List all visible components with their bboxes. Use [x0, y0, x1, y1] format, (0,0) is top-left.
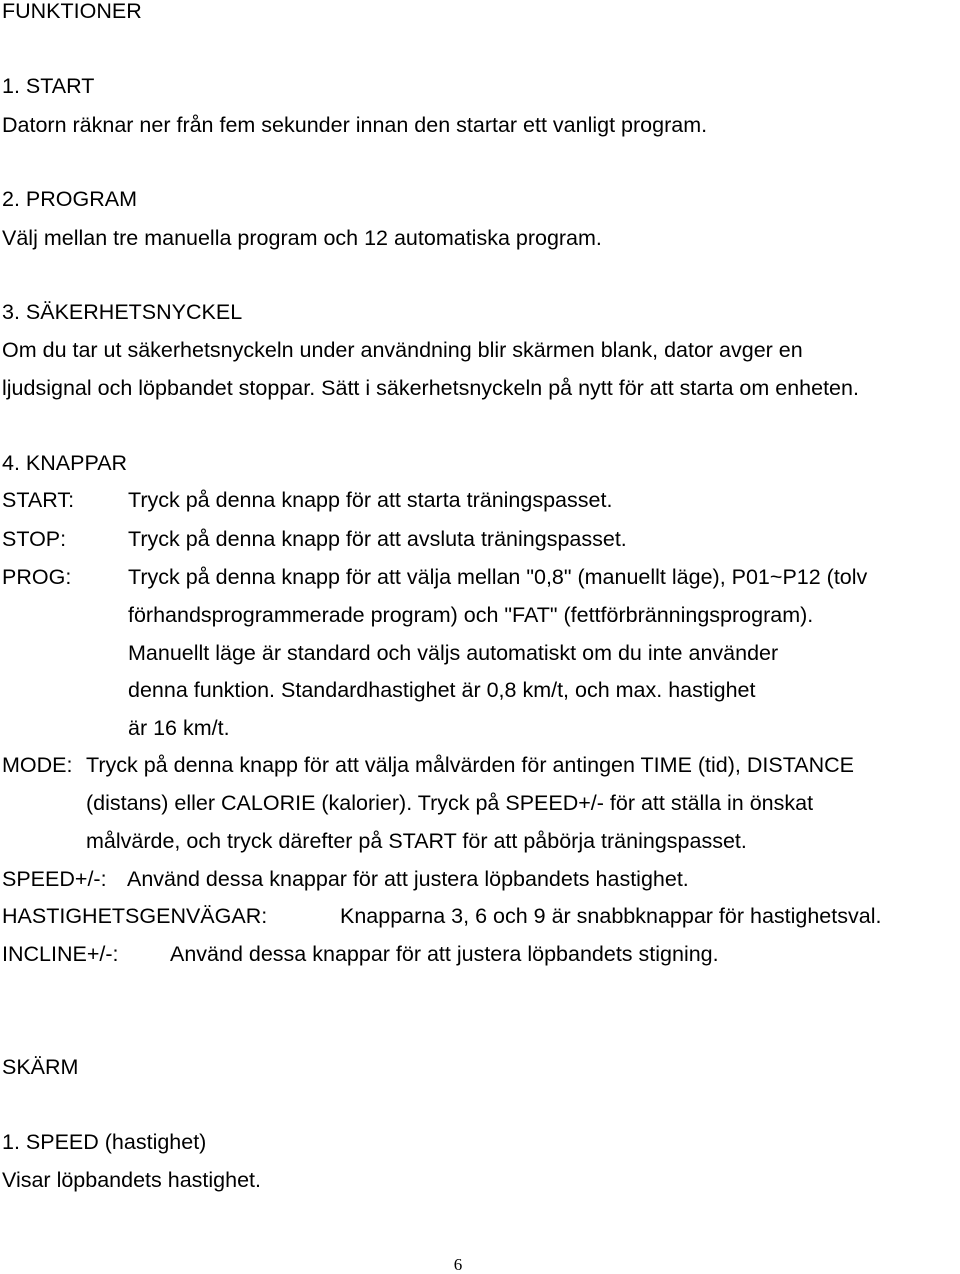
section-program-text: Välj mellan tre manuella program och 12 automatiska program.: [2, 226, 602, 250]
mode-button-description-line-2: (distans) eller CALORIE (kalorier). Tryck på SPEED+/- för att ställa in önskat: [86, 791, 814, 815]
prog-button-label: PROG:: [2, 565, 72, 589]
display-speed-title: 1. SPEED (hastighet): [2, 1130, 207, 1154]
speed-buttons-label: SPEED+/-:: [2, 867, 107, 891]
mode-button-description-line-1: Tryck på denna knapp för att välja målvärden för antingen TIME (tid), DISTANCE: [86, 753, 854, 777]
speed-shortcuts-description: Knapparna 3, 6 och 9 är snabbknappar för hastighetsval.: [340, 904, 882, 928]
start-button-label: START:: [2, 488, 75, 512]
section-safety-key-title: 3. SÄKERHETSNYCKEL: [2, 300, 243, 324]
section-display-title: SKÄRM: [2, 1055, 79, 1079]
stop-button-description: Tryck på denna knapp för att avsluta träningspasset.: [128, 527, 627, 551]
mode-button-description-line-3: målvärde, och tryck därefter på START för att påbörja träningspasset.: [86, 829, 747, 853]
speed-shortcuts-label: HASTIGHETSGENVÄGAR:: [2, 904, 268, 928]
section-safety-key-line-1: Om du tar ut säkerhetsnyckeln under användning blir skärmen blank, dator avger en: [2, 338, 803, 362]
start-button-description: Tryck på denna knapp för att starta träningspasset.: [128, 488, 613, 512]
prog-button-description-line-1: Tryck på denna knapp för att välja mellan "0,8" (manuellt läge), P01~P12 (tolv: [128, 565, 868, 589]
incline-buttons-description: Använd dessa knappar för att justera löpbandets stigning.: [170, 942, 719, 966]
section-start-text: Datorn räknar ner från fem sekunder innan den startar ett vanligt program.: [2, 113, 708, 137]
incline-buttons-label: INCLINE+/-:: [2, 942, 119, 966]
section-program-title: 2. PROGRAM: [2, 187, 137, 211]
prog-button-description-line-5: är 16 km/t.: [128, 716, 230, 740]
speed-buttons-description: Använd dessa knappar för att justera löpbandets hastighet.: [127, 867, 689, 891]
page-heading: FUNKTIONER: [2, 0, 142, 23]
section-safety-key-line-2: ljudsignal och löpbandet stoppar. Sätt i säkerhetsnyckeln på nytt för att starta om enheten.: [2, 376, 859, 400]
section-buttons-title: 4. KNAPPAR: [2, 451, 128, 475]
mode-button-label: MODE:: [2, 753, 73, 777]
prog-button-description-line-3: Manuellt läge är standard och väljs automatiskt om du inte använder: [128, 641, 779, 665]
prog-button-description-line-2: förhandsprogrammerade program) och "FAT" (fettförbränningsprogram).: [128, 603, 814, 627]
stop-button-label: STOP:: [2, 527, 67, 551]
section-start-title: 1. START: [2, 74, 95, 98]
prog-button-description-line-4: denna funktion. Standardhastighet är 0,8 km/t, och max. hastighet: [128, 678, 756, 702]
page-number: 6: [453, 1255, 463, 1274]
display-speed-text: Visar löpbandets hastighet.: [2, 1168, 261, 1192]
